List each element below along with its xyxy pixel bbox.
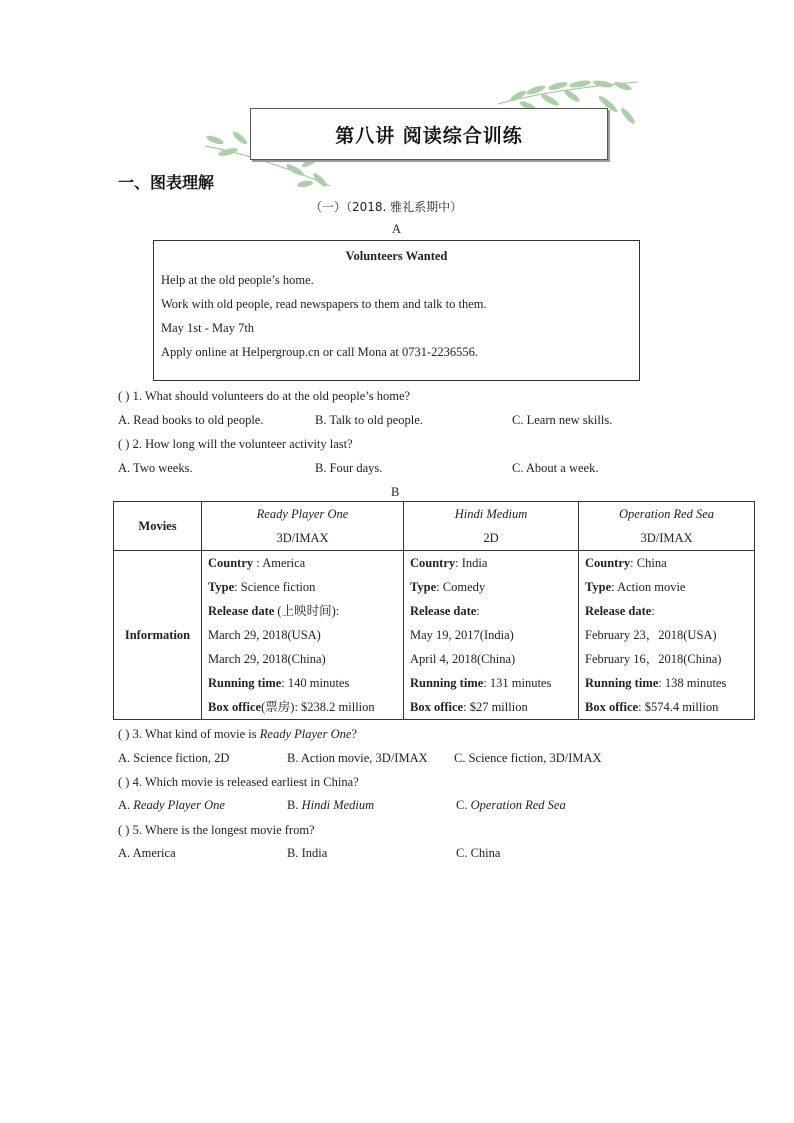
q4-option-c[interactable]: C. Operation Red Sea xyxy=(456,798,566,812)
row-label-information: Information xyxy=(114,551,202,720)
table-row xyxy=(114,502,755,551)
section-subtitle: （一）（2018. 雅礼系期中） xyxy=(310,200,463,214)
table-row xyxy=(114,551,755,720)
q1-option-b[interactable]: B. Talk to old people. xyxy=(315,413,423,427)
question-2: ( ) 2. How long will the volunteer activity last? xyxy=(118,437,353,451)
question-1: ( ) 1. What should volunteers do at the old people’s home? xyxy=(118,389,411,403)
q1-option-c[interactable]: C. Learn new skills. xyxy=(512,413,613,427)
question-5: ( ) 5. Where is the longest movie from? xyxy=(118,823,315,837)
q2-option-c[interactable]: C. About a week. xyxy=(512,461,599,475)
q3-option-a[interactable]: A. Science fiction, 2D xyxy=(118,751,230,765)
movies-table xyxy=(113,501,755,720)
q3-option-b[interactable]: B. Action movie, 3D/IMAX xyxy=(287,751,428,765)
section-heading: 一、图表理解 xyxy=(118,173,215,192)
part-b-letter: B xyxy=(391,485,400,499)
ad-line: Help at the old people’s home. xyxy=(161,273,314,287)
q5-option-b[interactable]: B. India xyxy=(287,846,328,860)
q3-option-c[interactable]: C. Science fiction, 3D/IMAX xyxy=(454,751,602,765)
q5-option-c[interactable]: C. China xyxy=(456,846,501,860)
movie-format: 3D/IMAX xyxy=(640,531,693,545)
q2-option-b[interactable]: B. Four days. xyxy=(315,461,383,475)
q5-option-a[interactable]: A. America xyxy=(118,846,176,860)
q4-option-a[interactable]: A. Ready Player One xyxy=(118,798,225,812)
ad-line: Work with old people, read newspapers to them and talk to them. xyxy=(161,297,487,311)
q2-option-a[interactable]: A. Two weeks. xyxy=(118,461,193,475)
movie-info-cell: Country : America Type: Science fiction Release date (上映时间): March 29, 2018(USA) March 29, 2018(China) Running time: 140 minutes Box office(票房): $238.2 million xyxy=(202,551,404,720)
movie-title: Hindi Medium xyxy=(454,507,528,521)
title-box xyxy=(250,108,608,160)
q1-option-a[interactable]: A. Read books to old people. xyxy=(118,413,264,427)
movie-info-cell: Country: India Type: Comedy Release date: May 19, 2017(India) April 4, 2018(China) Running time: 131 minutes Box office: $27 million xyxy=(404,551,579,720)
question-4: ( ) 4. Which movie is released earliest in China? xyxy=(118,775,359,789)
movie-title: Ready Player One xyxy=(256,507,349,521)
movie-header-cell xyxy=(579,502,755,551)
movie-header-cell xyxy=(404,502,579,551)
ad-title: Volunteers Wanted xyxy=(345,249,448,263)
movie-format: 2D xyxy=(483,531,499,545)
page-title: 第八讲 阅读综合训练 xyxy=(335,125,523,147)
question-3: ( ) 3. What kind of movie is Ready Player One? xyxy=(118,727,357,741)
volunteer-ad-box xyxy=(153,240,640,381)
movie-format: 3D/IMAX xyxy=(276,531,329,545)
ad-line: Apply online at Helpergroup.cn or call Mona at 0731-2236556. xyxy=(161,345,479,359)
row-label-movies: Movies xyxy=(114,502,202,551)
movie-info-cell: Country: China Type: Action movie Release date: February 23，2018(USA) February 16，2018(China) Running time: 138 minutes Box office: $574.4 million xyxy=(579,551,755,720)
part-a-letter: A xyxy=(392,222,402,236)
movie-header-cell xyxy=(202,502,404,551)
ad-line: May 1st - May 7th xyxy=(161,321,255,335)
q4-option-b[interactable]: B. Hindi Medium xyxy=(287,798,375,812)
movie-title: Operation Red Sea xyxy=(618,507,715,521)
